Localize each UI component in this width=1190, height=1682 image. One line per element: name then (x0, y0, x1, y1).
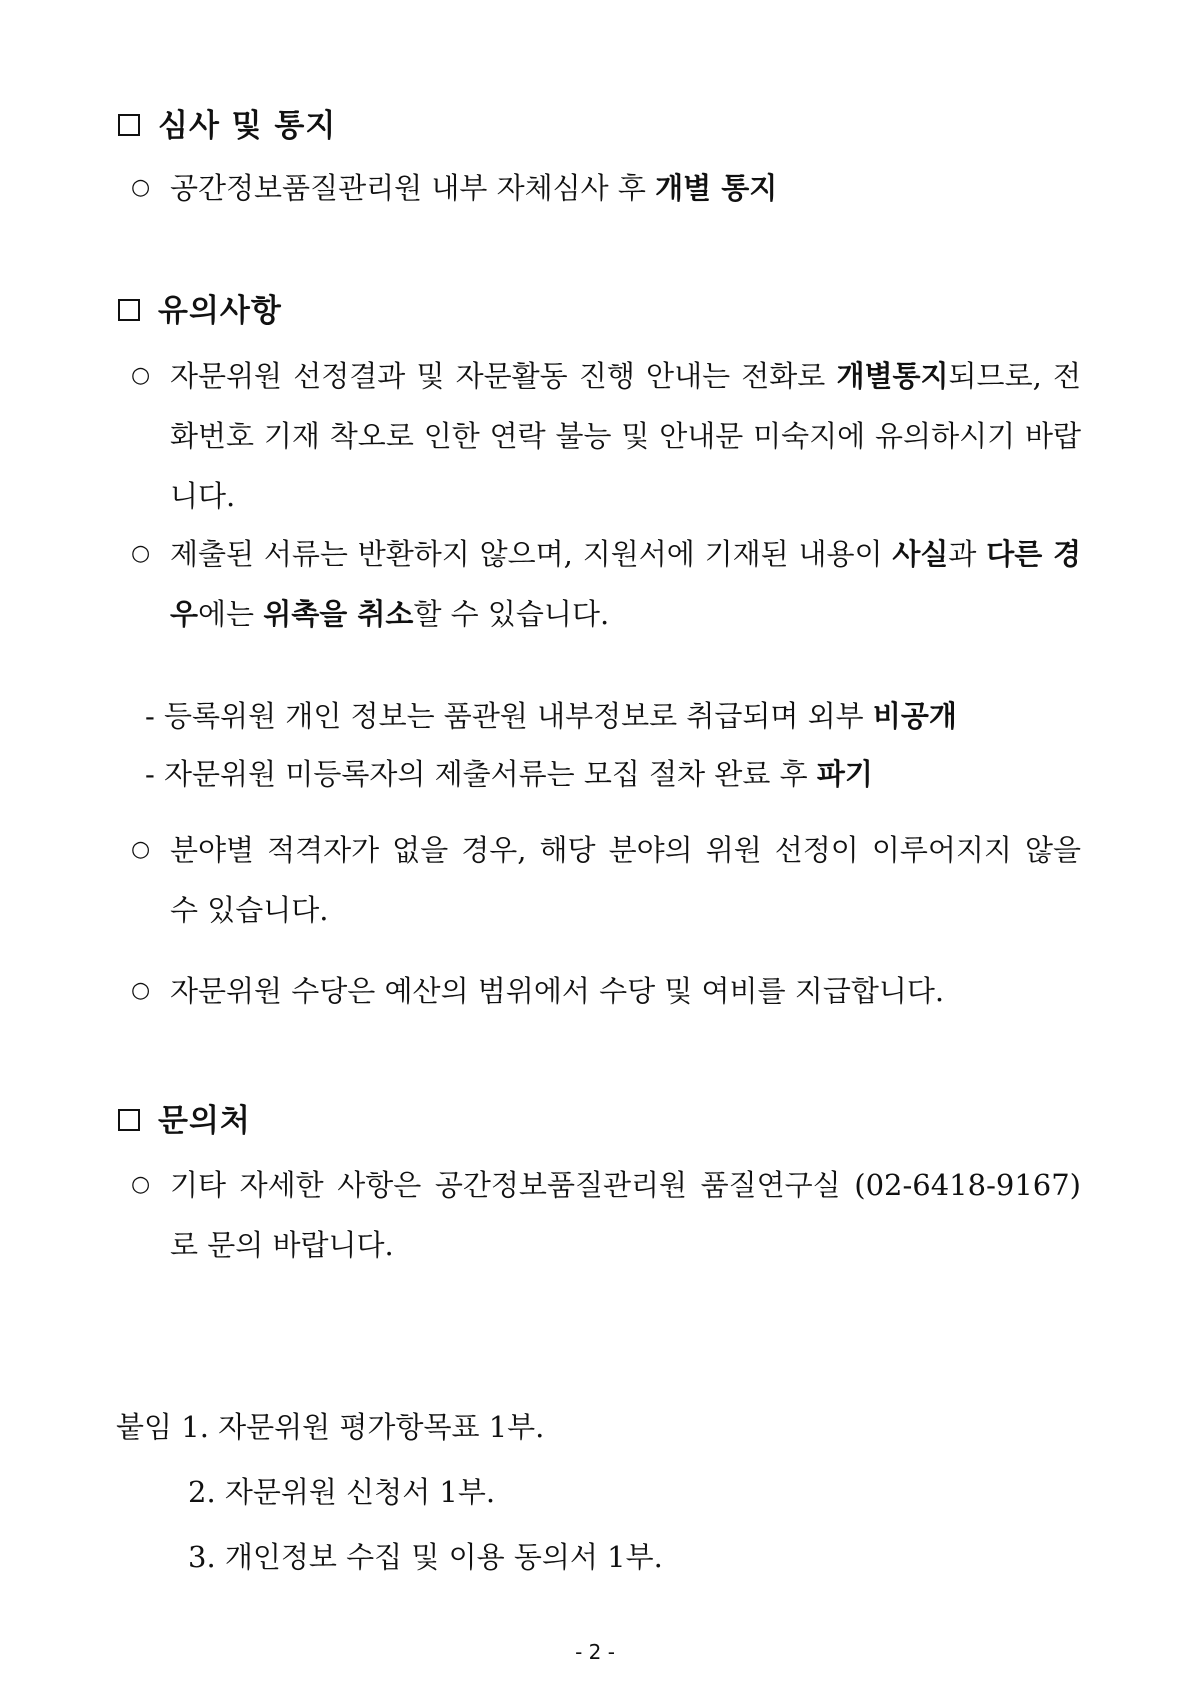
list-item (131, 346, 1081, 526)
section-title: 유의사항 (158, 293, 282, 329)
sub-list-item (145, 752, 873, 793)
section-title: 문의처 (158, 1103, 251, 1139)
circle-bullet-icon: ○ (131, 978, 151, 1003)
section-heading-review (118, 100, 336, 145)
item-bold-text: 위촉을 취소 (263, 597, 414, 631)
item-text: 자문위원 수당은 예산의 범위에서 수당 및 여비를 지급합니다. (170, 974, 945, 1008)
item-text: 과 (948, 537, 987, 571)
attachment-item: 3. 개인정보 수집 및 이용 동의서 1부. (188, 1540, 663, 1574)
circle-bullet-icon: ○ (131, 363, 151, 388)
square-bullet-icon (118, 114, 140, 136)
attachment-label: 붙임 (116, 1410, 173, 1444)
item-text: 되므로, 전화번호 기재 착오로 인한 연락 불능 및 안내문 미숙지에 유의하시기 바랍니다. (170, 359, 1081, 513)
attachment-item: 1. 자문위원 평가항목표 1부. (181, 1410, 545, 1444)
item-bold-text: 개별통지 (836, 359, 949, 393)
dash-bullet: - (145, 757, 155, 791)
item-text: 할 수 있습니다. (413, 597, 610, 631)
list-item (131, 1155, 1081, 1275)
item-bold-text: 개별 통지 (655, 171, 778, 205)
attachment-item: 2. 자문위원 신청서 1부. (188, 1475, 496, 1509)
item-text: 공간정보품질관리원 내부 자체심사 후 (170, 171, 656, 205)
square-bullet-icon (118, 1109, 140, 1131)
circle-bullet-icon: ○ (131, 837, 151, 862)
item-bold-text: 파기 (816, 757, 873, 791)
circle-bullet-icon: ○ (131, 1172, 151, 1197)
list-item (131, 961, 1081, 1021)
item-bold-text: 사실 (892, 537, 949, 571)
attachment-line (116, 1405, 544, 1446)
item-text: 제출된 서류는 반환하지 않으며, 지원서에 기재된 내용이 (170, 537, 893, 571)
item-text: 기타 자세한 사항은 공간정보품질관리원 품질연구실 (02-6418-9167)로 문의 바랍니다. (170, 1168, 1081, 1262)
item-text: 자문위원 미등록자의 제출서류는 모집 절차 완료 후 (164, 757, 817, 791)
list-item (131, 524, 1081, 644)
circle-bullet-icon: ○ (131, 175, 151, 200)
item-bold-text: 다른 경우 (170, 537, 1082, 631)
list-item (131, 158, 1081, 218)
section-title: 심사 및 통지 (158, 108, 337, 144)
item-bold-text: 비공개 (872, 699, 957, 733)
circle-bullet-icon: ○ (131, 541, 151, 566)
item-text: 에는 (198, 597, 264, 631)
section-heading-contact (118, 1095, 251, 1140)
square-bullet-icon (118, 299, 140, 321)
section-heading-notes (118, 285, 282, 330)
dash-bullet: - (145, 699, 155, 733)
item-text: 자문위원 선정결과 및 자문활동 진행 안내는 전화로 (170, 359, 837, 393)
page-number: - 2 - (575, 1640, 615, 1664)
item-text: 등록위원 개인 정보는 품관원 내부정보로 취급되며 외부 (164, 699, 873, 733)
item-text: 분야별 적격자가 없을 경우, 해당 분야의 위원 선정이 이루어지지 않을 수 있습니다. (170, 833, 1081, 927)
list-item (131, 820, 1081, 940)
sub-list-item (145, 694, 957, 735)
